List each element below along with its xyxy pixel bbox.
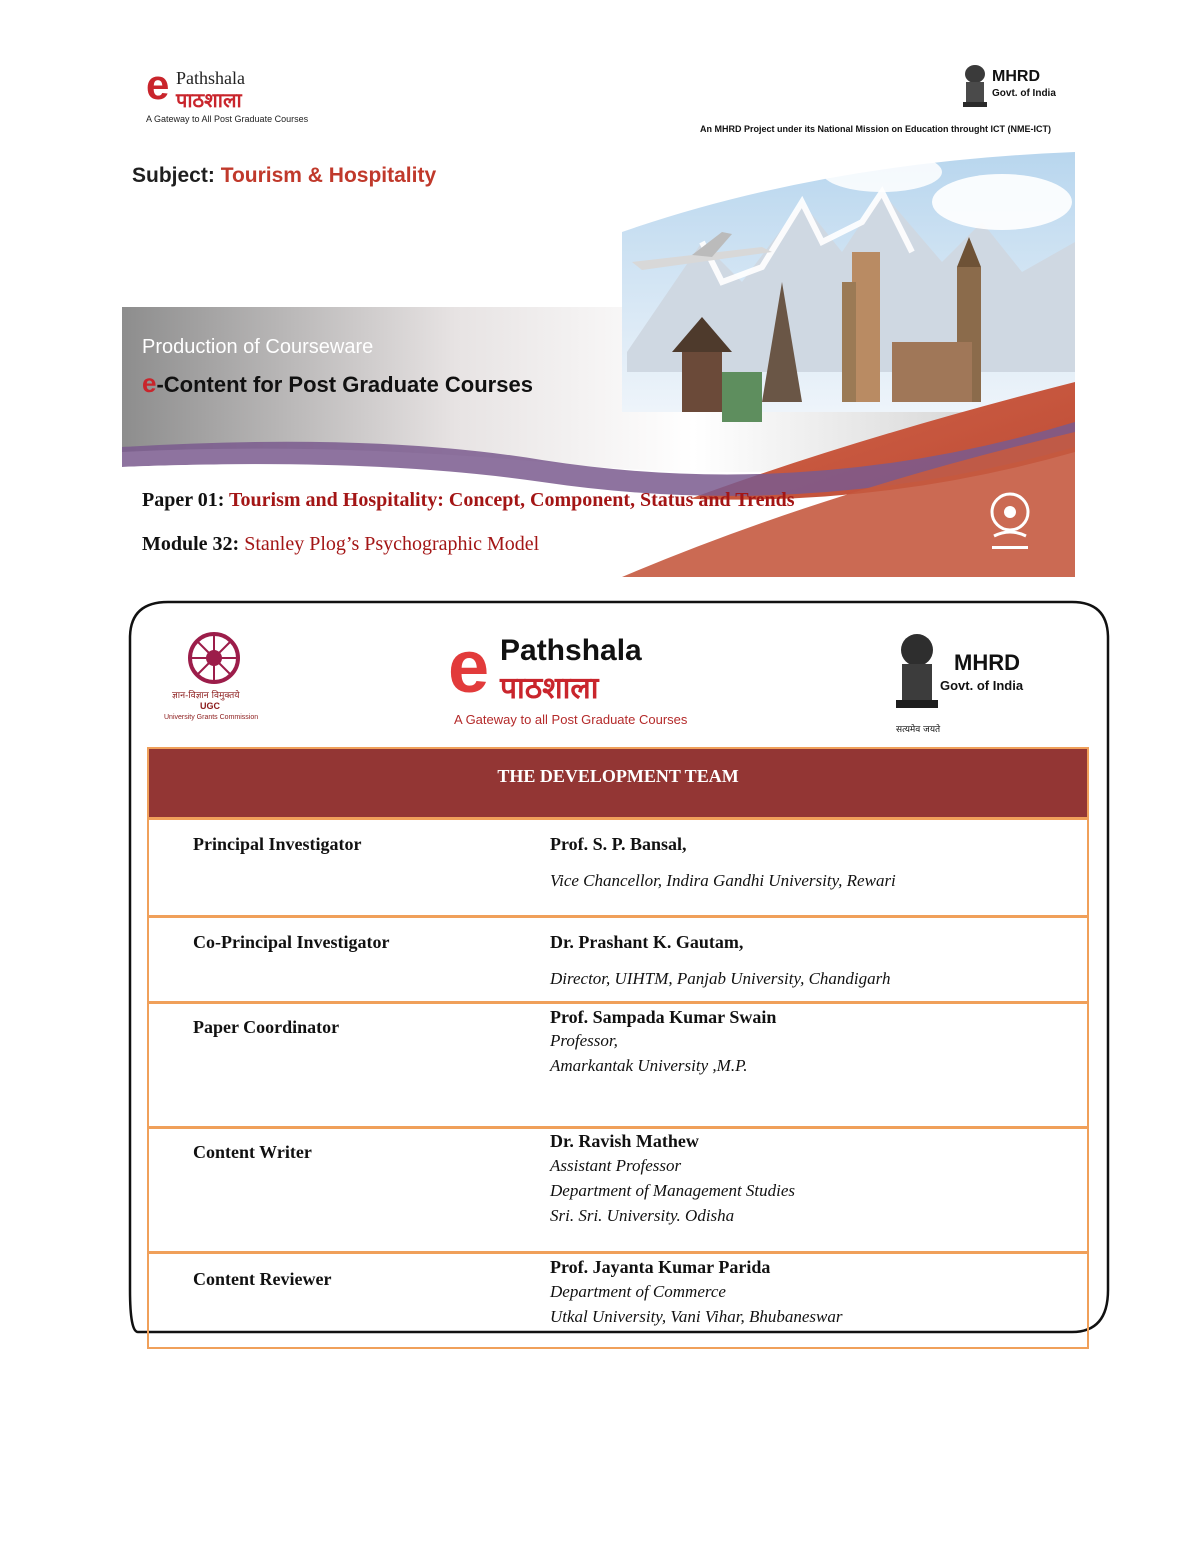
ashoka-emblem-icon bbox=[960, 62, 990, 110]
paper-label: Paper 01: bbox=[142, 489, 225, 511]
row-name: Dr. Prashant K. Gautam, bbox=[550, 932, 744, 952]
epg-e-letter: e bbox=[448, 625, 490, 708]
row-name: Prof. Sampada Kumar Swain bbox=[550, 1007, 777, 1027]
ugc-wheel-icon bbox=[980, 484, 1040, 564]
paper-title: Tourism and Hospitality: Concept, Component, Status and Trends bbox=[229, 489, 795, 511]
paper-line bbox=[142, 489, 795, 512]
row-detail: Sri. Sri. University. Odisha bbox=[550, 1206, 735, 1225]
row-name: Prof. Jayanta Kumar Parida bbox=[550, 1257, 771, 1277]
subject-value: Tourism & Hospitality bbox=[220, 164, 437, 187]
subject-label: Subject: bbox=[132, 164, 215, 187]
logo-tagline: A Gateway to All Post Graduate Courses bbox=[146, 114, 309, 124]
nme-ict-line: An MHRD Project under its National Mission on Education throught ICT (NME-ICT) bbox=[700, 124, 1051, 134]
row-detail: Department of Commerce bbox=[550, 1282, 726, 1301]
ugc-subtitle: University Grants Commission bbox=[164, 714, 259, 721]
ugc-logo bbox=[164, 628, 266, 732]
mhrd-logo bbox=[960, 58, 1075, 118]
row-role: Paper Coordinator bbox=[193, 1017, 340, 1037]
row-detail: Department of Management Studies bbox=[550, 1181, 796, 1200]
module-title: Stanley Plog’s Psychographic Model bbox=[244, 533, 540, 555]
epg-wordmark: Pathshala bbox=[500, 634, 642, 667]
mhrd-large-logo bbox=[890, 630, 1060, 738]
row-name: Prof. S. P. Bansal, bbox=[550, 834, 687, 854]
ugc-title: UGC bbox=[200, 701, 220, 711]
epathshala-logo bbox=[146, 61, 346, 124]
module-line bbox=[142, 533, 539, 556]
mhrd-title: MHRD bbox=[992, 68, 1040, 85]
row-name: Dr. Ravish Mathew bbox=[550, 1131, 699, 1151]
epg-hindi-wordmark: पाठशाला bbox=[500, 671, 599, 706]
cover-banner bbox=[122, 52, 1075, 577]
econtent-text: -Content for Post Graduate Courses bbox=[156, 372, 533, 397]
mhrd-subtitle: Govt. of India bbox=[992, 88, 1056, 99]
subject-line bbox=[132, 164, 436, 188]
logo-hindi-wordmark: पाठशाला bbox=[176, 88, 242, 112]
ugc-chakra-icon bbox=[184, 628, 244, 688]
row-detail: Vice Chancellor, Indira Gandhi University, Rewari bbox=[550, 871, 896, 890]
row-detail: Utkal University, Vani Vihar, Bhubaneswar bbox=[550, 1307, 843, 1326]
tower-monument bbox=[852, 252, 880, 402]
econtent-heading bbox=[142, 368, 533, 399]
logo-wordmark: Pathshala bbox=[176, 68, 245, 88]
table-row bbox=[149, 817, 1087, 916]
econtent-e-icon: e bbox=[142, 368, 157, 398]
mhrd-subtitle: Govt. of India bbox=[940, 678, 1024, 693]
epathshala-large-logo bbox=[448, 625, 718, 738]
row-detail: Director, UIHTM, Panjab University, Chandigarh bbox=[550, 969, 891, 988]
epg-tagline: A Gateway to all Post Graduate Courses bbox=[454, 712, 688, 727]
mhrd-title: MHRD bbox=[954, 650, 1020, 675]
production-heading: Production of Courseware bbox=[142, 336, 374, 358]
table-row bbox=[149, 915, 1087, 1003]
development-team-table bbox=[147, 747, 1089, 1349]
row-role: Content Reviewer bbox=[193, 1269, 332, 1289]
row-role: Co-Principal Investigator bbox=[193, 932, 390, 952]
module-label: Module 32: bbox=[142, 533, 240, 555]
table-row bbox=[149, 1001, 1087, 1127]
table-row bbox=[149, 1126, 1087, 1253]
row-detail: Assistant Professor bbox=[550, 1156, 682, 1175]
ugc-hindi-motto: ज्ञान-विज्ञान विमुक्तये bbox=[172, 691, 240, 701]
row-role: Content Writer bbox=[193, 1142, 312, 1162]
ashoka-emblem-icon bbox=[892, 630, 942, 720]
team-heading: THE DEVELOPMENT TEAM bbox=[149, 749, 1087, 819]
row-detail: Professor, bbox=[550, 1031, 618, 1050]
table-row bbox=[149, 1251, 1087, 1347]
mhrd-motto: सत्यमेव जयते bbox=[896, 725, 941, 735]
row-detail: Amarkantak University ,M.P. bbox=[550, 1056, 748, 1075]
logo-e-letter: e bbox=[146, 61, 170, 108]
row-role: Principal Investigator bbox=[193, 834, 362, 854]
